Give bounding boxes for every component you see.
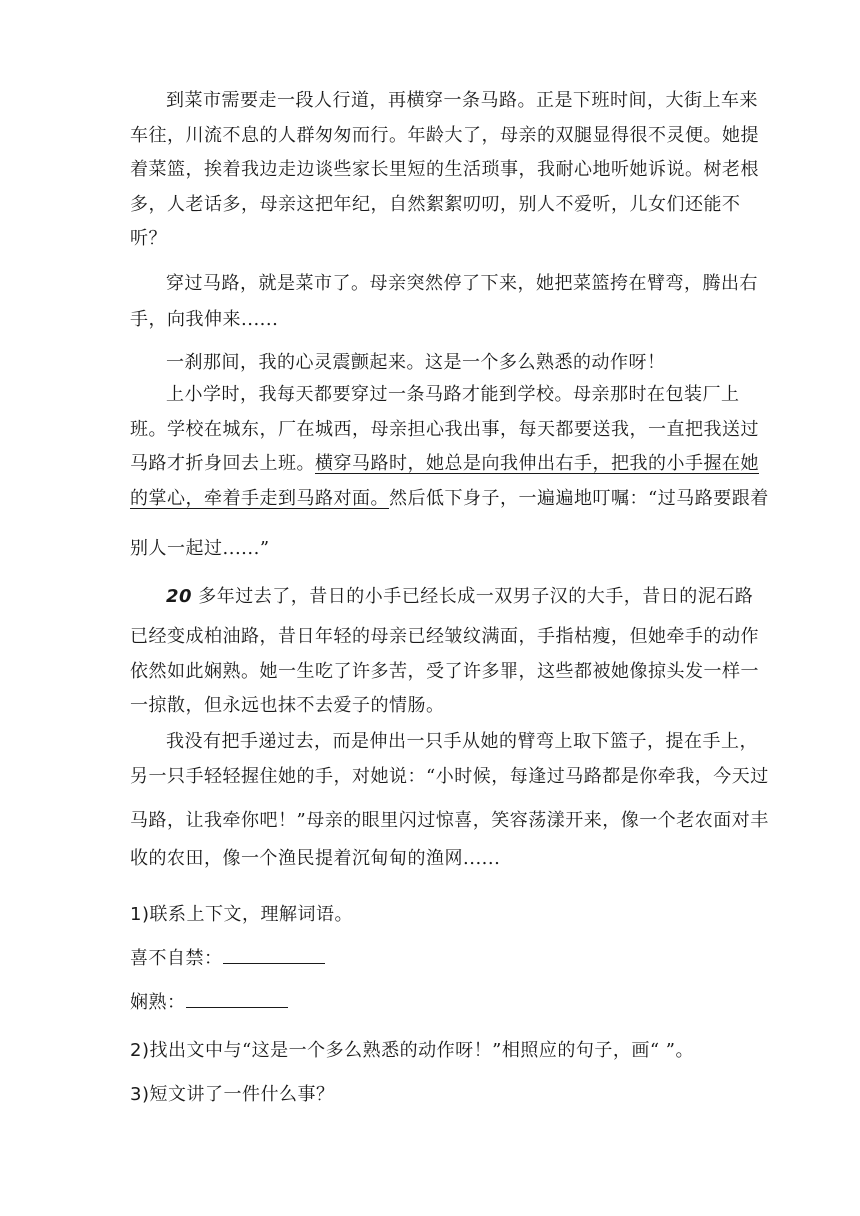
paragraph-line: 上小学时，我每天都要穿过一条马路才能到学校。母亲那时在包装厂上 xyxy=(166,384,740,405)
paragraph-6-cont xyxy=(130,802,769,878)
question-number: 2) xyxy=(130,1040,150,1061)
paragraph-5-cont xyxy=(130,620,759,724)
answer-blank[interactable] xyxy=(186,989,288,1008)
question-1b xyxy=(130,986,734,1020)
paragraph-3 xyxy=(130,346,734,380)
paragraph-text: 然后低下身子，一遍遍地叮嘱：“过马路要跟着 xyxy=(389,487,769,509)
paragraph-2 xyxy=(130,266,758,338)
number-20: 20 xyxy=(166,586,193,607)
question-line xyxy=(130,1078,734,1112)
paragraph-line xyxy=(130,580,754,614)
paragraph-line: 车往，川流不息的人群匆匆而行。年龄大了，母亲的双腿显得很不灵便。她提 xyxy=(130,124,759,146)
paragraph-line: 穿过马路，就是菜市了。母亲突然停了下来，她把菜篮挎在臂弯，腾出右 xyxy=(166,273,758,294)
paragraph-6 xyxy=(130,724,769,794)
question-text: 找出文中与“这是一个多么熟悉的动作呀！”相照应的句子，画“ ”。 xyxy=(149,1040,695,1061)
paragraph-line: 别人一起过......” xyxy=(130,538,270,559)
paragraph-line: 到菜市需要走一段人行道，再横穿一条马路。正是下班时间，大街上车来 xyxy=(166,90,758,111)
paragraph-line: 另一只手轻轻握住她的手，对她说：“小时候，每逢过马路都是你牵我，今天过 xyxy=(130,766,769,787)
question-text: 联系上下文，理解词语。 xyxy=(149,904,353,925)
question-line xyxy=(130,898,734,932)
question-number: 3) xyxy=(130,1084,150,1105)
paragraph-4-end xyxy=(130,532,734,566)
question-line xyxy=(130,942,734,976)
question-text: 短文讲了一件什么事？ xyxy=(149,1084,335,1105)
paragraph-line: 收的农田，像一个渔民提着沉甸甸的渔网...... xyxy=(130,848,501,869)
paragraph-text: 多年过去了，昔日的小手已经长成一双男子汉的大手，昔日的泥石路 xyxy=(192,586,754,607)
paragraph-line: 一刹那间，我的心灵震颤起来。这是一个多么熟悉的动作呀！ xyxy=(166,352,666,373)
paragraph-line: 已经变成柏油路，昔日年轻的母亲已经皱纹满面，手指枯瘦，但她牵手的动作 xyxy=(130,626,759,647)
question-3 xyxy=(130,1078,734,1112)
underlined-sentence: 横穿马路时，她总是向我伸出右手，把我的小手握在她 xyxy=(315,453,759,474)
question-line xyxy=(130,986,734,1020)
paragraph-5 xyxy=(130,580,754,614)
paragraph-line: 着菜篮，挨着我边走边谈些家长里短的生活琐事，我耐心地听她诉说。树老根 xyxy=(130,159,759,180)
question-number: 1) xyxy=(130,904,150,925)
paragraph-line: 听？ xyxy=(130,228,167,249)
answer-blank[interactable] xyxy=(223,945,325,964)
paragraph-line: 班。学校在城东，厂在城西，母亲担心我出事，每天都要送我，一直把我送过 xyxy=(130,418,759,440)
paragraph-line xyxy=(130,482,769,517)
paragraph-line xyxy=(130,447,759,482)
question-line xyxy=(130,1034,734,1068)
paragraph-1 xyxy=(130,84,759,257)
term-label: 喜不自禁： xyxy=(130,948,223,969)
paragraph-line: 依然如此娴熟。她一生吃了许多苦，受了许多罪，这些都被她像掠头发一样一 xyxy=(130,660,759,682)
question-1 xyxy=(130,898,734,932)
question-1a xyxy=(130,942,734,976)
paragraph-line: 我没有把手递过去，而是伸出一只手从她的臂弯上取下篮子，提在手上， xyxy=(166,731,758,752)
paragraph-4 xyxy=(130,378,769,516)
paragraph-line: 手，向我伸来...... xyxy=(130,309,279,330)
paragraph-text: 马路才折身回去上班。 xyxy=(130,453,315,474)
paragraph-line: 马路，让我牵你吧！”母亲的眼里闪过惊喜，笑容荡漾开来，像一个老农面对丰 xyxy=(130,810,769,831)
underlined-sentence: 的掌心，牵着手走到马路对面。 xyxy=(130,487,389,509)
paragraph-line: 多，人老话多，母亲这把年纪，自然絮絮叨叨，别人不爱听，儿女们还能不 xyxy=(130,193,741,215)
question-2 xyxy=(130,1034,734,1068)
term-label: 娴熟： xyxy=(130,992,186,1013)
paragraph-line: 一掠散，但永远也抹不去爱子的情肠。 xyxy=(130,695,445,716)
